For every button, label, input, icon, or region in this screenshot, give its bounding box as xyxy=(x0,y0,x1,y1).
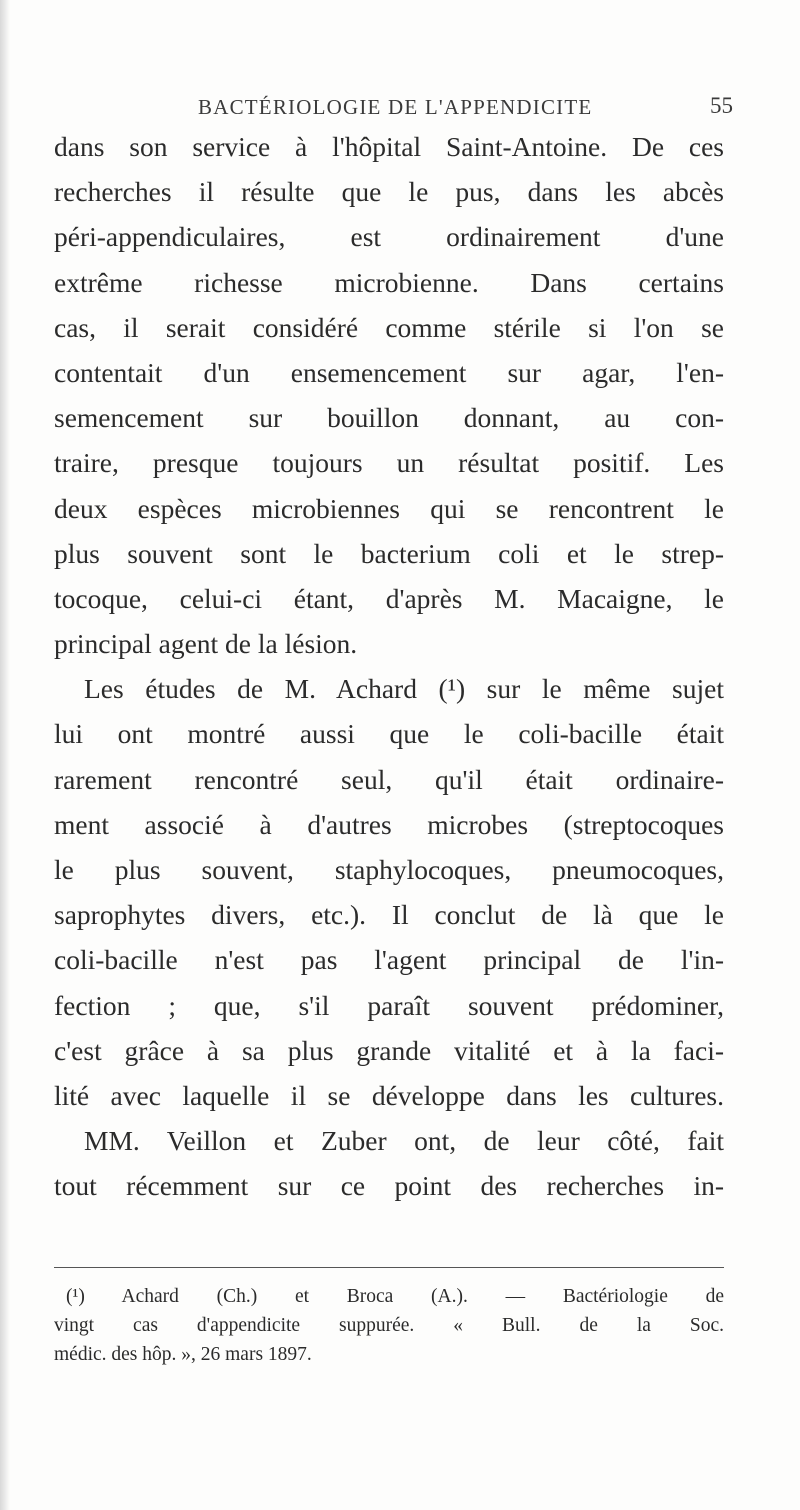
page-number: 55 xyxy=(710,93,733,118)
text-line: dans son service à l'hôpital Saint-Antoine. De ces xyxy=(54,131,724,162)
footnote-line: (¹) Achard (Ch.) et Broca (A.). — Bactériologie de xyxy=(66,1286,724,1307)
text-line: lité avec laquelle il se développe dans les cultures. xyxy=(54,1079,724,1111)
text-line: le plus souvent, staphylocoques, pneumocoques, xyxy=(54,854,724,885)
page-edge-shadow xyxy=(0,0,10,1510)
footnote-separator xyxy=(54,1267,724,1268)
footnote-line: vingt cas d'appendicite suppurée. « Bull. de la Soc. xyxy=(54,1315,724,1336)
text-line: tout récemment sur ce point des recherches in- xyxy=(54,1170,724,1202)
text-line: principal agent de la lésion. xyxy=(54,628,358,660)
text-line: MM. Veillon et Zuber ont, de leur côté, fait xyxy=(84,1125,724,1157)
text-line: recherches il résulte que le pus, dans les abcès xyxy=(54,176,724,208)
text-line: péri-appendiculaires, est ordinairement d'une xyxy=(54,221,724,253)
text-line: cas, il serait considéré comme stérile si l'on se xyxy=(54,311,724,343)
text-line: deux espèces microbiennes qui se rencontrent le xyxy=(54,492,724,524)
text-line: tocoque, celui-ci étant, d'après M. Macaigne, le xyxy=(54,582,724,614)
text-line: fection ; que, s'il paraît souvent prédominer, xyxy=(54,989,724,1021)
text-line: plus souvent sont le bacterium coli et le strep- xyxy=(54,537,724,569)
text-line: saprophytes divers, etc.). Il conclut de là que le xyxy=(54,899,724,931)
text-line: rarement rencontré seul, qu'il était ordinaire- xyxy=(54,763,724,795)
text-line: lui ont montré aussi que le coli-bacille était xyxy=(54,718,724,750)
text-line: ment associé à d'autres microbes (streptocoques xyxy=(54,808,724,840)
footnote xyxy=(54,1282,724,1369)
text-line: extrême richesse microbienne. Dans certains xyxy=(54,266,724,298)
text-line: Les études de M. Achard (¹) sur le même sujet xyxy=(84,673,724,705)
running-head: BACTÉRIOLOGIE DE L'APPENDICITE xyxy=(198,95,593,119)
text-line: traire, presque toujours un résultat positif. Les xyxy=(54,447,724,479)
body-text xyxy=(54,124,724,1209)
text-line: coli-bacille n'est pas l'agent principal de l'in- xyxy=(54,944,724,976)
text-line: semencement sur bouillon donnant, au con- xyxy=(54,402,724,434)
text-line: c'est grâce à sa plus grande vitalité et à la faci- xyxy=(54,1034,724,1066)
text-line: contentait d'un ensemencement sur agar, l'en- xyxy=(54,356,724,388)
footnote-line: médic. des hôp. », 26 mars 1897. xyxy=(54,1344,312,1365)
